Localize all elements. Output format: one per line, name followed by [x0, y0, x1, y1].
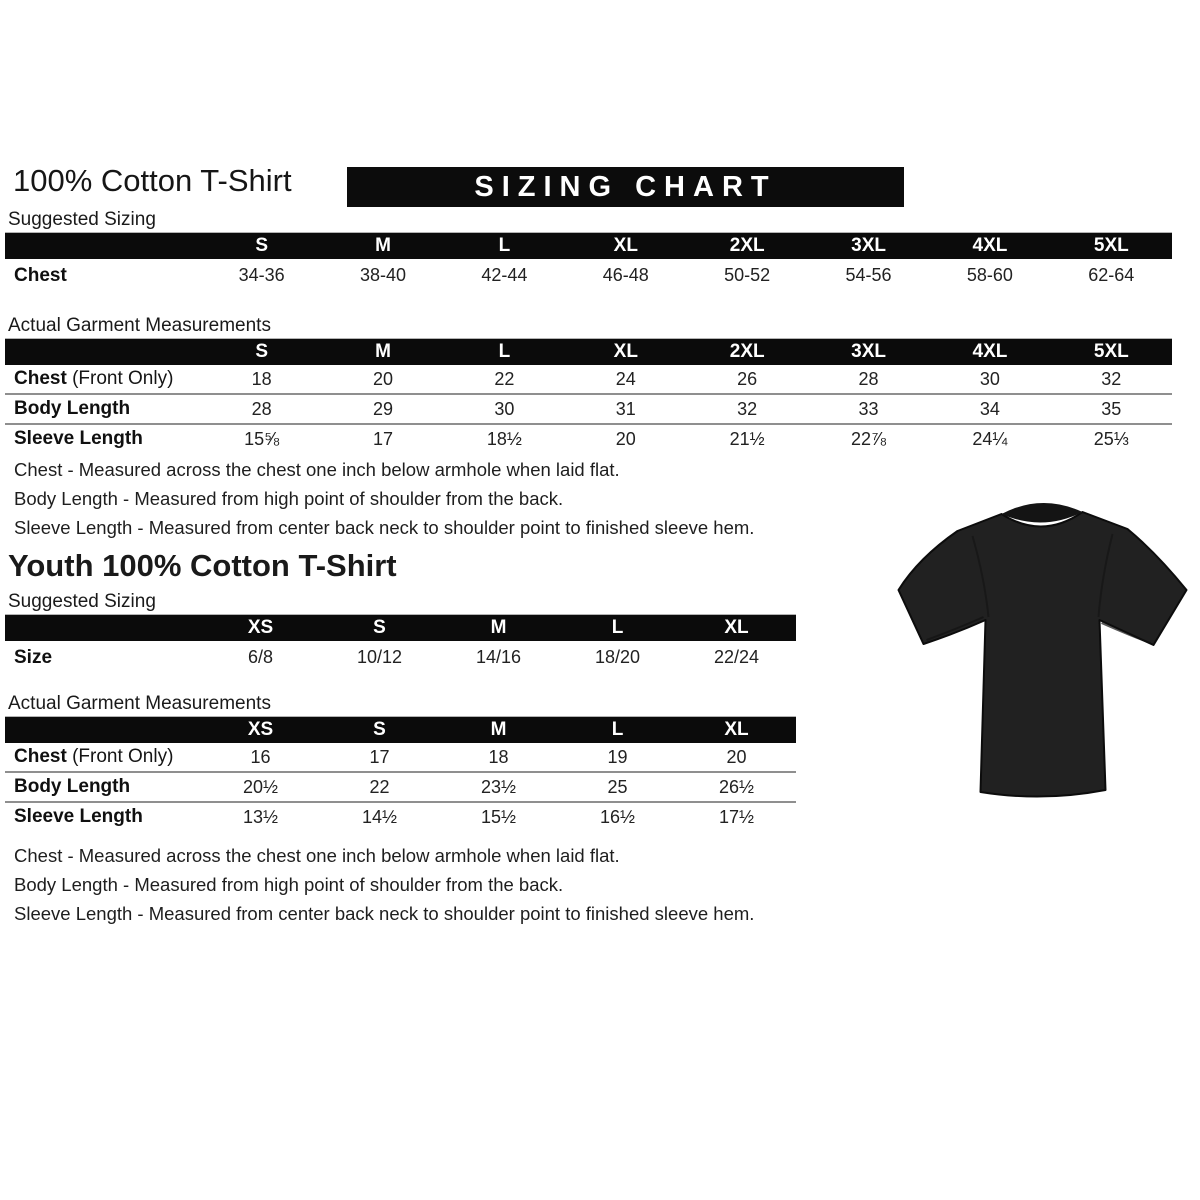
youth-actual-measurements-table	[5, 716, 796, 831]
size-column-header: XL	[613, 235, 638, 256]
table-header-row	[5, 232, 1172, 259]
size-column-header: XS	[247, 617, 274, 638]
youth-suggested-sizing-label: Suggested Sizing	[8, 591, 156, 612]
size-column-header: S	[373, 719, 386, 740]
note-line: Body Length - Measured from high point of shoulder from the back.	[14, 874, 564, 895]
row-label: Body Length	[14, 398, 131, 419]
sizing-chart-banner-label: SIZING CHART	[474, 170, 777, 203]
note-line: Sleeve Length - Measured from center back neck to shoulder point to finished sleeve hem.	[14, 517, 755, 538]
adult-measurement-notes	[14, 455, 754, 542]
table-row	[5, 743, 796, 773]
value-cell: 34	[979, 398, 1000, 419]
value-cell: 20	[615, 428, 636, 449]
size-column-header: 3XL	[851, 341, 886, 362]
size-column-header: M	[375, 341, 391, 362]
size-column-header: XL	[724, 719, 749, 740]
row-label: Chest	[14, 264, 67, 286]
value-cell: 6/8	[247, 647, 274, 667]
value-cell: 29	[373, 398, 394, 419]
value-cell: 32	[1101, 368, 1122, 389]
value-cell: 24	[615, 368, 636, 389]
size-column-header: M	[490, 719, 507, 740]
adult-actual-measurements-table	[5, 338, 1172, 453]
value-cell: 21½	[729, 428, 765, 449]
row-label: Sleeve Length	[14, 806, 143, 827]
value-cell: 17	[373, 428, 394, 449]
size-column-header: XL	[724, 617, 749, 638]
youth-actual-measurements-label: Actual Garment Measurements	[8, 693, 271, 714]
value-cell: 10/12	[356, 647, 403, 667]
size-column-header: L	[498, 235, 511, 256]
value-cell: 20	[726, 746, 747, 767]
size-column-header: L	[611, 617, 624, 638]
size-column-header: M	[375, 235, 391, 256]
note-line: Chest - Measured across the chest one inch below armhole when laid flat.	[14, 459, 620, 480]
size-column-header: M	[490, 617, 507, 638]
value-cell: 17½	[718, 806, 755, 827]
sizing-chart-banner	[347, 167, 904, 207]
value-cell: 42-44	[481, 265, 528, 285]
size-column-header: 4XL	[972, 235, 1008, 256]
value-cell: 33	[858, 398, 879, 419]
value-cell: 30	[979, 368, 1000, 389]
value-cell: 28	[251, 398, 272, 419]
size-column-header: XL	[613, 341, 638, 362]
table-header-row	[5, 614, 796, 641]
value-cell: 23½	[480, 776, 517, 797]
size-column-header: S	[255, 341, 269, 362]
value-cell: 22⅞	[851, 428, 887, 449]
value-cell: 32	[737, 398, 758, 419]
value-cell: 38-40	[360, 265, 407, 285]
value-cell: 35	[1101, 398, 1122, 419]
value-cell: 22	[369, 776, 390, 797]
value-cell: 13½	[242, 806, 279, 827]
row-label: Size	[14, 646, 53, 668]
row-label: Chest (Front Only)	[14, 746, 174, 767]
table-row	[5, 773, 796, 803]
value-cell: 18	[251, 368, 272, 389]
value-cell: 34-36	[238, 265, 285, 285]
table-row	[5, 803, 796, 831]
youth-section-title: Youth 100% Cotton T-Shirt	[8, 548, 397, 583]
note-line: Body Length - Measured from high point of shoulder from the back.	[14, 488, 564, 509]
value-cell: 17	[369, 746, 390, 767]
size-column-header: 5XL	[1093, 235, 1129, 256]
value-cell: 15⅝	[244, 428, 280, 449]
tshirt-photo	[890, 490, 1196, 808]
page-title: 100% Cotton T-Shirt	[13, 163, 292, 198]
size-column-header: 3XL	[851, 235, 886, 256]
value-cell: 14/16	[475, 647, 522, 667]
value-cell: 58-60	[966, 265, 1013, 285]
size-column-header: 2XL	[729, 235, 765, 256]
adult-actual-measurements-label: Actual Garment Measurements	[8, 315, 271, 336]
youth-suggested-sizing-table	[5, 614, 796, 674]
size-column-header: XS	[247, 719, 274, 740]
value-cell: 20	[373, 368, 394, 389]
size-column-header: 5XL	[1093, 341, 1129, 362]
value-cell: 31	[615, 398, 636, 419]
table-header-row	[5, 338, 1172, 365]
value-cell: 22/24	[713, 647, 760, 667]
value-cell: 19	[607, 746, 628, 767]
value-cell: 20½	[242, 776, 279, 797]
table-row	[5, 425, 1172, 453]
value-cell: 24¼	[972, 428, 1008, 449]
value-cell: 25	[607, 776, 628, 797]
adult-suggested-sizing-label: Suggested Sizing	[8, 209, 156, 230]
adult-suggested-sizing-table	[5, 232, 1172, 292]
note-line: Sleeve Length - Measured from center back neck to shoulder point to finished sleeve hem.	[14, 903, 755, 924]
row-label: Body Length	[14, 776, 131, 797]
value-cell: 14½	[361, 806, 398, 827]
table-row	[5, 641, 796, 674]
value-cell: 18	[488, 746, 509, 767]
note-line: Chest - Measured across the chest one inch below armhole when laid flat.	[14, 845, 620, 866]
size-column-header: 2XL	[729, 341, 765, 362]
value-cell: 62-64	[1088, 265, 1135, 285]
size-column-header: S	[255, 235, 269, 256]
table-row	[5, 259, 1172, 292]
size-column-header: 4XL	[972, 341, 1008, 362]
value-cell: 15½	[480, 806, 517, 827]
value-cell: 22	[494, 368, 515, 389]
value-cell: 30	[494, 398, 515, 419]
size-column-header: L	[498, 341, 511, 362]
row-label: Sleeve Length	[14, 428, 143, 449]
value-cell: 26	[737, 368, 758, 389]
table-row	[5, 395, 1172, 425]
value-cell: 54-56	[845, 265, 892, 285]
table-row	[5, 365, 1172, 395]
value-cell: 26½	[718, 776, 755, 797]
row-label: Chest (Front Only)	[14, 368, 174, 389]
value-cell: 18/20	[594, 647, 641, 667]
youth-measurement-notes	[14, 841, 754, 928]
value-cell: 16½	[599, 806, 636, 827]
table-header-row	[5, 716, 796, 743]
value-cell: 46-48	[602, 265, 649, 285]
size-column-header: S	[373, 617, 386, 638]
size-column-header: L	[611, 719, 624, 740]
value-cell: 28	[858, 368, 879, 389]
value-cell: 18½	[486, 428, 522, 449]
value-cell: 25⅓	[1093, 428, 1129, 449]
value-cell: 16	[250, 746, 271, 767]
value-cell: 50-52	[724, 265, 771, 285]
